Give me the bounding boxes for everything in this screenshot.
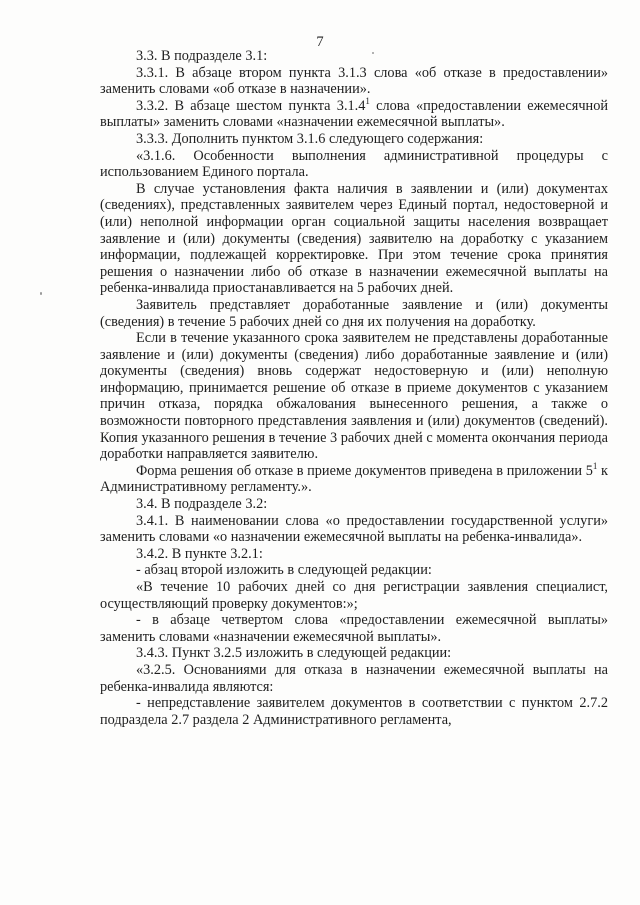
paragraph: 3.4.2. В пункте 3.2.1:: [136, 545, 263, 562]
paragraph: [100, 98, 608, 131]
paragraph: «3.2.5. Основаниями для отказа в назначении ежемесячной выплаты на ребенка-инвалида являются:: [100, 661, 608, 695]
scan-speck: [40, 292, 42, 295]
paragraph-text: к Административному регламенту.».: [100, 462, 608, 496]
paragraph: 3.4.3. Пункт 3.2.5 изложить в следующей редакции:: [136, 645, 452, 662]
paragraph: «3.1.6. Особенности выполнения административной процедуры с использованием Единого портала.: [100, 147, 608, 181]
paragraph: 3.3. В подразделе 3.1:: [136, 48, 268, 64]
superscript: 1: [592, 461, 598, 472]
document-body: [100, 48, 608, 728]
paragraph: Если в течение указанного срока заявителем не представлены доработанные заявление и (или) документы (сведения) либо доработанные заявление и (или) документы (сведения) вновь содержат недостоверную и (или) неполную информацию, принимается решение об отказе в приеме документов с указанием причин отказа, порядка обжалования вынесенного решения, а также о возможности повторного представления заявления и (или) документов (сведений). Копия указанного решения в течение 3 рабочих дней с момента окончания периода доработки направляется заявителю.: [100, 330, 608, 463]
superscript: 1: [365, 96, 370, 107]
paragraph: - абзац второй изложить в следующей редакции:: [136, 562, 432, 579]
paragraph: 3.4. В подразделе 3.2:: [136, 496, 268, 513]
paragraph-text: 3.3.2. В абзаце шестом пункта 3.1.4: [136, 97, 366, 114]
paragraph: - в абзаце четвертом слова «предоставлении ежемесячной выплаты» заменить словами «назначении ежемесячной выплаты».: [100, 612, 608, 645]
paragraph: - непредставление заявителем документов в соответствии с пунктом 2.7.2 подраздела 2.7 раздела 2 Административного регламента,: [100, 695, 608, 728]
paragraph: Заявитель представляет доработанные заявление и (или) документы (сведения) в течение 5 рабочих дней со дня их получения на доработку.: [100, 296, 608, 330]
paragraph: [100, 463, 608, 496]
paragraph-text: Форма решения об отказе в приеме документов приведена в приложении 5: [136, 462, 593, 479]
paragraph: «В течение 10 рабочих дней со дня регистрации заявления специалист, осуществляющий проверку документов:»;: [100, 579, 608, 612]
paragraph: В случае установления факта наличия в заявлении и (или) документах (сведениях), представленных заявителем через Единый портал, недостоверной и (или) неполной информации орган социальной защиты населения возвращает заявление и (или) документы (сведения) заявителю на доработку с указанием информации, подлежащей корректировке. При этом течение срока принятия решения о назначении либо об отказе в назначении ежемесячной выплаты на ребенка-инвалида приостанавливается на 5 рабочих дней.: [100, 180, 608, 297]
page-number: 7: [316, 34, 324, 50]
paragraph: 3.4.1. В наименовании слова «о предоставлении государственной услуги» заменить словами «о назначении ежемесячной выплаты на ребенка-инвалида».: [100, 512, 608, 546]
paragraph: 3.3.1. В абзаце втором пункта 3.1.3 слова «об отказе в предоставлении» заменить словами «об отказе в назначении».: [100, 64, 608, 98]
paragraph-text: слова «предоставлении ежемесячной выплаты» заменить словами «назначении ежемесячной выплаты».: [100, 97, 608, 131]
paragraph: 3.3.3. Дополнить пунктом 3.1.6 следующего содержания:: [136, 130, 484, 147]
